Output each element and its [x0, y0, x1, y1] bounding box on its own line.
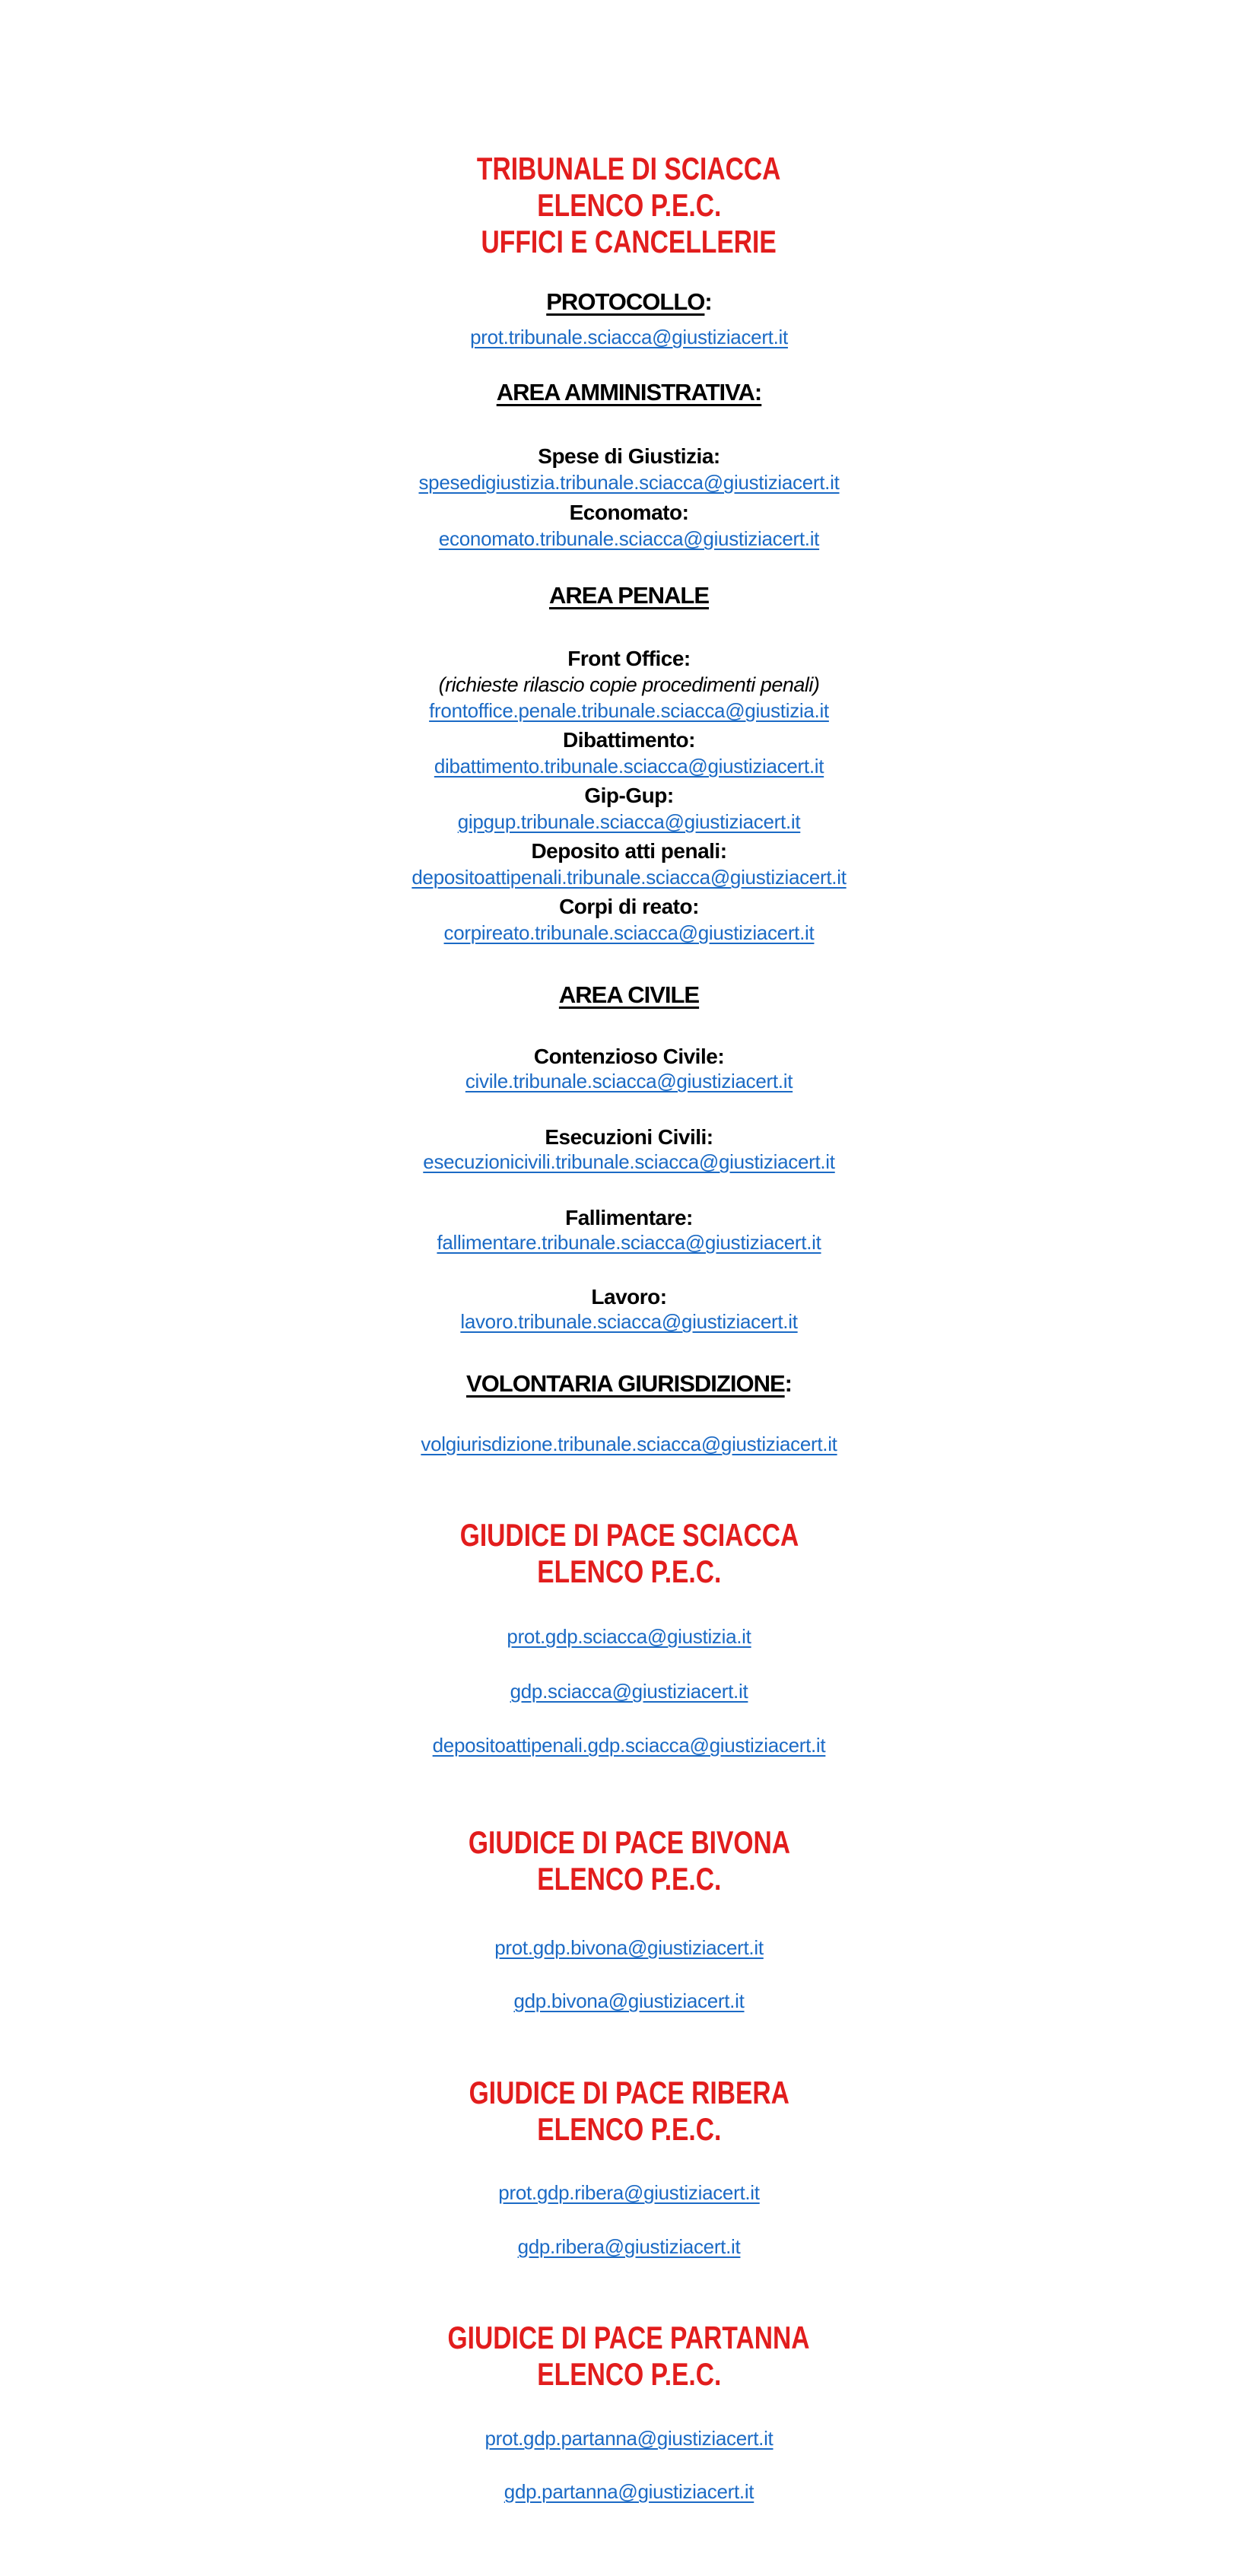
entry-label: Corpi di reato:	[559, 895, 699, 918]
entry-email-line	[0, 469, 1258, 499]
title-line	[0, 1517, 1258, 1554]
entry-label: Fallimentare:	[565, 1206, 693, 1229]
entry-email-line	[0, 1309, 1258, 1337]
gdp-partanna-title-line2: ELENCO P.E.C.	[536, 2356, 722, 2392]
title-line	[0, 1554, 1258, 1590]
gdp-sciacca-email-line	[0, 1679, 1258, 1707]
entry-email-line	[0, 1069, 1258, 1097]
gdp-sciacca-email-line	[0, 1624, 1258, 1652]
gdp-bivona-title-line1: GIUDICE DI PACE BIVONA	[468, 1824, 790, 1860]
email-link-fallimentare[interactable]: fallimentare.tribunale.sciacca@giustiziacert.it	[437, 1231, 821, 1254]
email-link-gipgup[interactable]: gipgup.tribunale.sciacca@giustiziacert.it	[457, 810, 801, 833]
title-line	[0, 187, 1258, 224]
email-link-gdp-sciacca[interactable]: gdp.sciacca@giustiziacert.it	[510, 1680, 748, 1703]
entry-email-line	[0, 920, 1258, 949]
title-line	[0, 2320, 1258, 2356]
gdp-partanna-title-line1: GIUDICE DI PACE PARTANNA	[447, 2320, 810, 2355]
email-link-spese-di-giustizia[interactable]: spesedigiustizia.tribunale.sciacca@giustiziacert.it	[418, 471, 840, 494]
volontaria-heading	[0, 1370, 1258, 1398]
title-line	[0, 2075, 1258, 2111]
email-link-deposito-atti-penali[interactable]: depositoattipenali.tribunale.sciacca@giustiziacert.it	[411, 866, 847, 889]
civile-entry	[0, 1205, 1258, 1258]
entry-label: Deposito atti penali:	[531, 839, 727, 863]
email-link-prot-gdp-bivona[interactable]: prot.gdp.bivona@giustiziacert.it	[494, 1936, 764, 1959]
entry-email-line	[0, 526, 1258, 555]
email-link-corpi-di-reato[interactable]: corpireato.tribunale.sciacca@giustiziacert.it	[443, 921, 815, 944]
gdp-sciacca-title	[0, 1517, 1258, 1590]
entry-label: Contenzioso Civile:	[533, 1045, 725, 1068]
email-link-gdp-partanna[interactable]: gdp.partanna@giustiziacert.it	[504, 2480, 754, 2503]
gdp-ribera-title-line1: GIUDICE DI PACE RIBERA	[469, 2075, 789, 2110]
front-office-note: (richieste rilascio copie procedimenti penali)	[438, 673, 820, 696]
volontaria-email-line	[0, 1432, 1258, 1460]
gdp-bivona-email-line	[0, 1935, 1258, 1964]
gdp-bivona-title-line2: ELENCO P.E.C.	[536, 1861, 722, 1897]
protocollo-heading	[0, 288, 1258, 316]
volontaria-heading-colon: :	[784, 1370, 792, 1397]
title-line	[0, 224, 1258, 260]
civile-entry	[0, 1284, 1258, 1337]
area-amministrativa-heading	[0, 379, 1258, 406]
gdp-ribera-email-line	[0, 2180, 1258, 2209]
tribunale-title-line2: ELENCO P.E.C.	[536, 187, 722, 223]
gdp-partanna-email-line	[0, 2479, 1258, 2508]
entry-label: Gip-Gup:	[584, 784, 674, 807]
gdp-sciacca-email-line	[0, 1733, 1258, 1761]
email-link-contenzioso-civile[interactable]: civile.tribunale.sciacca@giustiziacert.it	[465, 1070, 793, 1092]
entry-label: Economato:	[569, 501, 689, 524]
tribunale-title-line3: UFFICI E CANCELLERIE	[481, 224, 777, 259]
gdp-ribera-title	[0, 2075, 1258, 2148]
protocollo-heading-colon: :	[704, 288, 712, 315]
email-link-depositoattipenali-gdp-sciacca[interactable]: depositoattipenali.gdp.sciacca@giustiziacert.it	[432, 1734, 826, 1757]
email-link-front-office[interactable]: frontoffice.penale.tribunale.sciacca@giustizia.it	[429, 699, 829, 722]
entry-email-line	[0, 753, 1258, 783]
email-link-prot-gdp-partanna[interactable]: prot.gdp.partanna@giustiziacert.it	[484, 2427, 774, 2450]
area-penale-entries	[0, 646, 1258, 949]
protocollo-email-line	[0, 325, 1258, 353]
tribunale-title-line1: TRIBUNALE DI SCIACCA	[477, 151, 781, 186]
tribunale-title	[0, 151, 1258, 260]
gdp-partanna-title	[0, 2320, 1258, 2393]
entry-label: Esecuzioni Civili:	[545, 1125, 713, 1149]
entry-email-line	[0, 864, 1258, 894]
entry-label: Lavoro:	[591, 1285, 667, 1309]
email-link-gdp-bivona[interactable]: gdp.bivona@giustiziacert.it	[513, 1989, 745, 2012]
entry-email-line	[0, 1230, 1258, 1258]
email-link-gdp-ribera[interactable]: gdp.ribera@giustiziacert.it	[517, 2235, 741, 2258]
gdp-sciacca-title-line1: GIUDICE DI PACE SCIACCA	[459, 1517, 799, 1553]
email-link-economato[interactable]: economato.tribunale.sciacca@giustiziacert.it	[438, 527, 820, 550]
gdp-bivona-title	[0, 1824, 1258, 1897]
area-civile-heading	[0, 981, 1258, 1009]
entry-email-line	[0, 809, 1258, 838]
area-penale-heading-text: AREA PENALE	[548, 582, 710, 609]
email-link-dibattimento[interactable]: dibattimento.tribunale.sciacca@giustiziacert.it	[434, 755, 824, 778]
title-line	[0, 1824, 1258, 1861]
title-line	[0, 2111, 1258, 2148]
email-link-lavoro[interactable]: lavoro.tribunale.sciacca@giustiziacert.it	[460, 1310, 798, 1333]
title-line	[0, 151, 1258, 187]
email-link-prot-gdp-ribera[interactable]: prot.gdp.ribera@giustiziacert.it	[498, 2181, 760, 2204]
area-civile-heading-text: AREA CIVILE	[558, 981, 700, 1008]
title-line	[0, 2356, 1258, 2393]
gdp-bivona-email-line	[0, 1989, 1258, 2017]
email-link-prot-gdp-sciacca[interactable]: prot.gdp.sciacca@giustizia.it	[507, 1625, 751, 1648]
protocollo-heading-text: PROTOCOLLO	[546, 288, 705, 315]
gdp-ribera-title-line2: ELENCO P.E.C.	[536, 2111, 722, 2147]
gdp-partanna-email-line	[0, 2426, 1258, 2454]
gdp-ribera-email-line	[0, 2234, 1258, 2263]
entry-label: Front Office:	[567, 647, 691, 670]
entry-label: Spese di Giustizia:	[538, 444, 720, 468]
area-amministrativa-heading-text: AREA AMMINISTRATIVA:	[496, 379, 762, 405]
volontaria-heading-text: VOLONTARIA GIURISDIZIONE	[466, 1370, 785, 1397]
email-link-volontaria-giurisdizione[interactable]: volgiurisdizione.tribunale.sciacca@giustiziacert.it	[421, 1433, 837, 1455]
title-line	[0, 1861, 1258, 1897]
entry-label: Dibattimento:	[563, 728, 695, 752]
civile-entry	[0, 1044, 1258, 1097]
email-link-protocollo[interactable]: prot.tribunale.sciacca@giustiziacert.it	[470, 326, 788, 348]
area-penale-heading	[0, 582, 1258, 609]
civile-entry	[0, 1124, 1258, 1178]
entry-email-line	[0, 698, 1258, 727]
area-amministrativa-entries	[0, 443, 1258, 555]
email-link-esecuzioni-civili[interactable]: esecuzionicivili.tribunale.sciacca@giustiziacert.it	[423, 1150, 835, 1173]
entry-email-line	[0, 1150, 1258, 1178]
gdp-sciacca-title-line2: ELENCO P.E.C.	[536, 1554, 722, 1589]
